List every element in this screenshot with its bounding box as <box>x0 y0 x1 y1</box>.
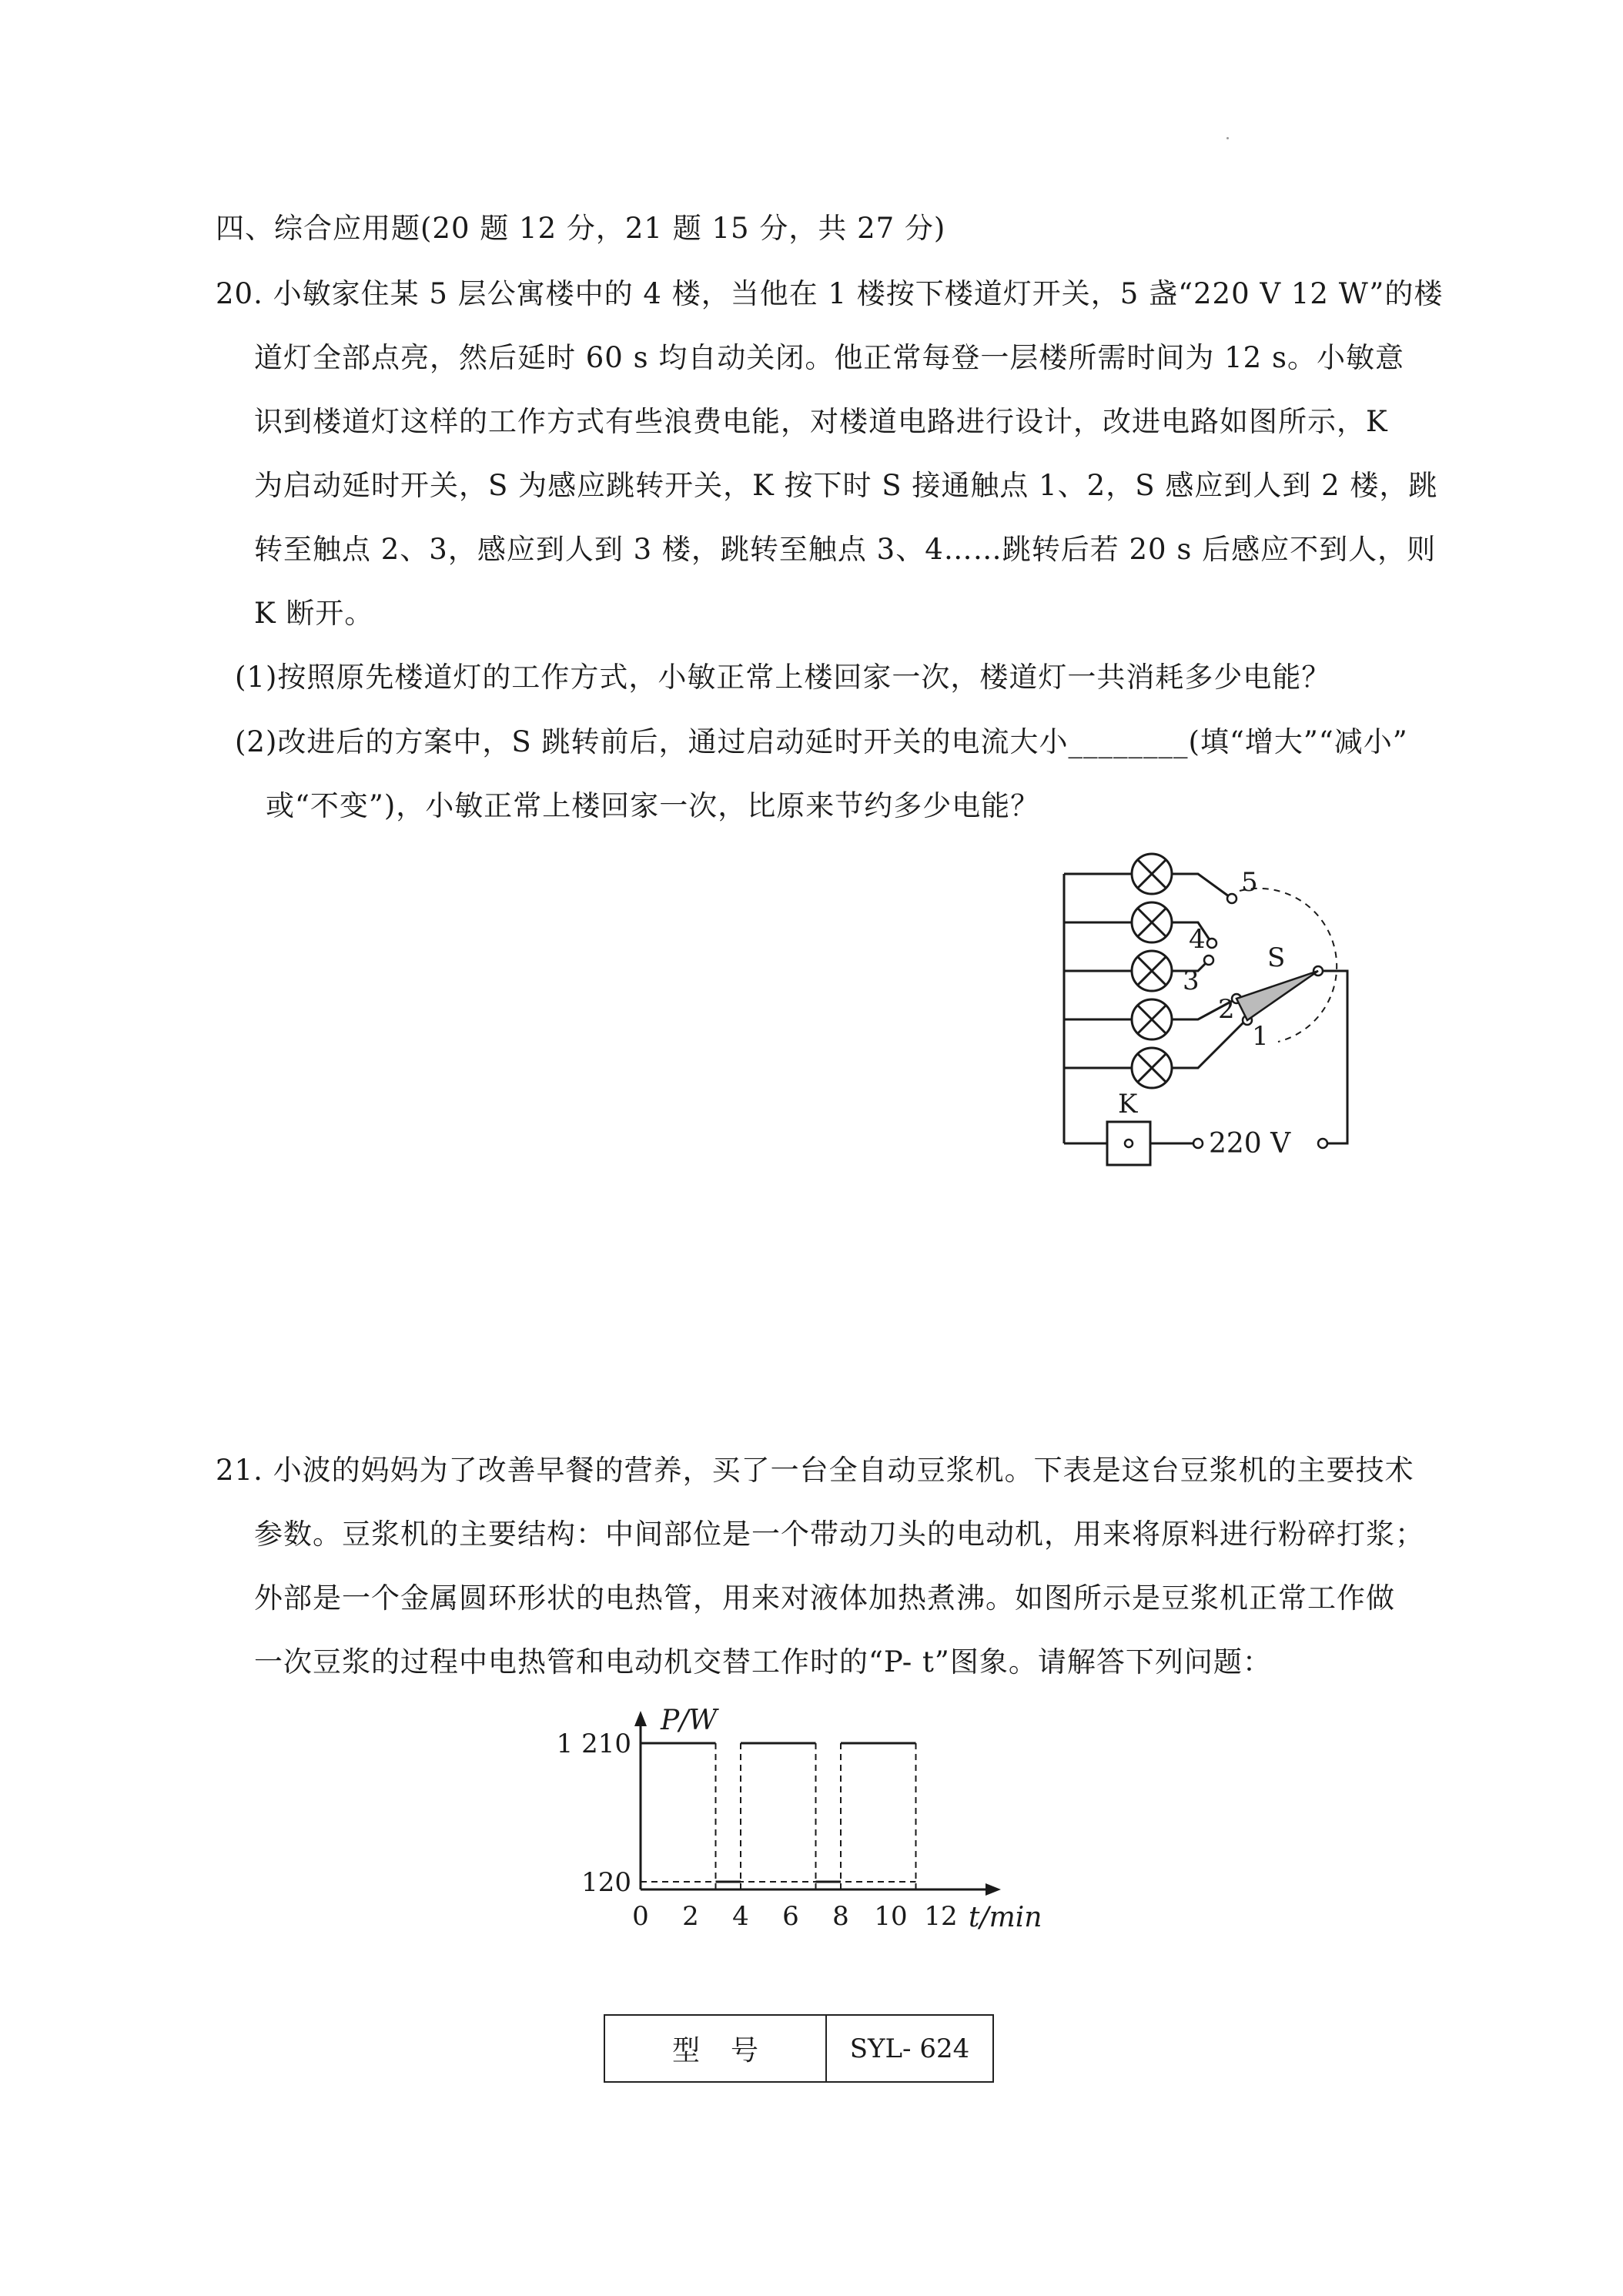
contact-1-label: 1 <box>1252 1021 1269 1052</box>
contact-4-label: 4 <box>1189 924 1206 955</box>
table-value-model: SYL- 624 <box>849 2033 970 2064</box>
x-tick-label-2: 4 <box>732 1901 749 1932</box>
q20-sub2-line2: 或“不变”)，小敏正常上楼回家一次，比原来节约多少电能？ <box>266 789 1040 822</box>
x-tick-label-3: 6 <box>782 1901 799 1932</box>
x-tick-label-4: 8 <box>832 1901 849 1932</box>
x-tick-label-5: 10 <box>874 1901 908 1932</box>
table-header-model: 型号 <box>605 2016 827 2081</box>
circuit-diagram <box>1047 835 1401 1190</box>
q21-line-3: 外部是一个金属圆环形状的电热管，用来对液体加热煮沸。如图所示是豆浆机正常工作做 <box>254 1581 1395 1615</box>
y-axis-label: P/W <box>661 1705 718 1736</box>
q20-sub2-line1: (2)改进后的方案中，S 跳转前后，通过启动延时开关的电流大小________(填“增大”“减小” <box>235 725 1408 758</box>
x-tick-label-6: 12 <box>924 1901 958 1932</box>
scan-speck <box>1226 137 1229 139</box>
q20-line-3: 识到楼道灯这样的工作方式有些浪费电能，对楼道电路进行设计，改进电路如图所示，K <box>254 405 1388 438</box>
q20-line-1: 20. 小敏家住某 5 层公寓楼中的 4 楼，当他在 1 楼按下楼道灯开关，5 盏“220 V 12 W”的楼 <box>216 277 1444 310</box>
y-tick-label-1: 120 <box>581 1867 631 1898</box>
q20-line-4: 为启动延时开关，S 为感应跳转开关，K 按下时 S 接通触点 1、2，S 感应到人到 2 楼，跳 <box>254 469 1438 502</box>
q20-line-5: 转至触点 2、3，感应到人到 3 楼，跳转至触点 3、4……跳转后若 20 s 后感应不到人，则 <box>254 533 1437 566</box>
pt-chart <box>539 1702 1062 1948</box>
switch-s-label: S <box>1267 942 1286 973</box>
x-axis-arrow <box>986 1883 1001 1896</box>
voltage-label: 220 V <box>1209 1128 1291 1160</box>
switch-k-label: K <box>1118 1089 1138 1120</box>
q20-sub1: (1)按照原先楼道灯的工作方式，小敏正常上楼回家一次，楼道灯一共消耗多少电能？ <box>235 661 1331 694</box>
section-title: 四、综合应用题(20 题 12 分，21 题 15 分，共 27 分) <box>216 212 946 245</box>
q21-line-4: 一次豆浆的过程中电热管和电动机交替工作时的“P- t”图象。请解答下列问题： <box>254 1645 1272 1678</box>
x-tick-label-1: 2 <box>682 1901 699 1932</box>
contact-2-label: 2 <box>1218 994 1235 1025</box>
x-tick-label-0: 0 <box>632 1901 649 1932</box>
spec-table <box>604 2014 994 2083</box>
contact-5-label: 5 <box>1241 867 1258 898</box>
q21-line-1: 21. 小波的妈妈为了改善早餐的营养，买了一台全自动豆浆机。下表是这台豆浆机的主要技术 <box>216 1454 1414 1487</box>
contact-3-label: 3 <box>1183 966 1200 996</box>
y-axis-arrow <box>634 1711 647 1726</box>
q20-line-2: 道灯全部点亮，然后延时 60 s 均自动关闭。他正常每登一层楼所需时间为 12 s。小敏意 <box>254 341 1404 374</box>
q20-line-6: K 断开。 <box>254 597 374 630</box>
y-tick-label-0: 1 210 <box>556 1729 631 1759</box>
x-axis-label: t/min <box>969 1902 1042 1933</box>
q21-line-2: 参数。豆浆机的主要结构：中间部位是一个带动刀头的电动机，用来将原料进行粉碎打浆； <box>254 1518 1424 1551</box>
